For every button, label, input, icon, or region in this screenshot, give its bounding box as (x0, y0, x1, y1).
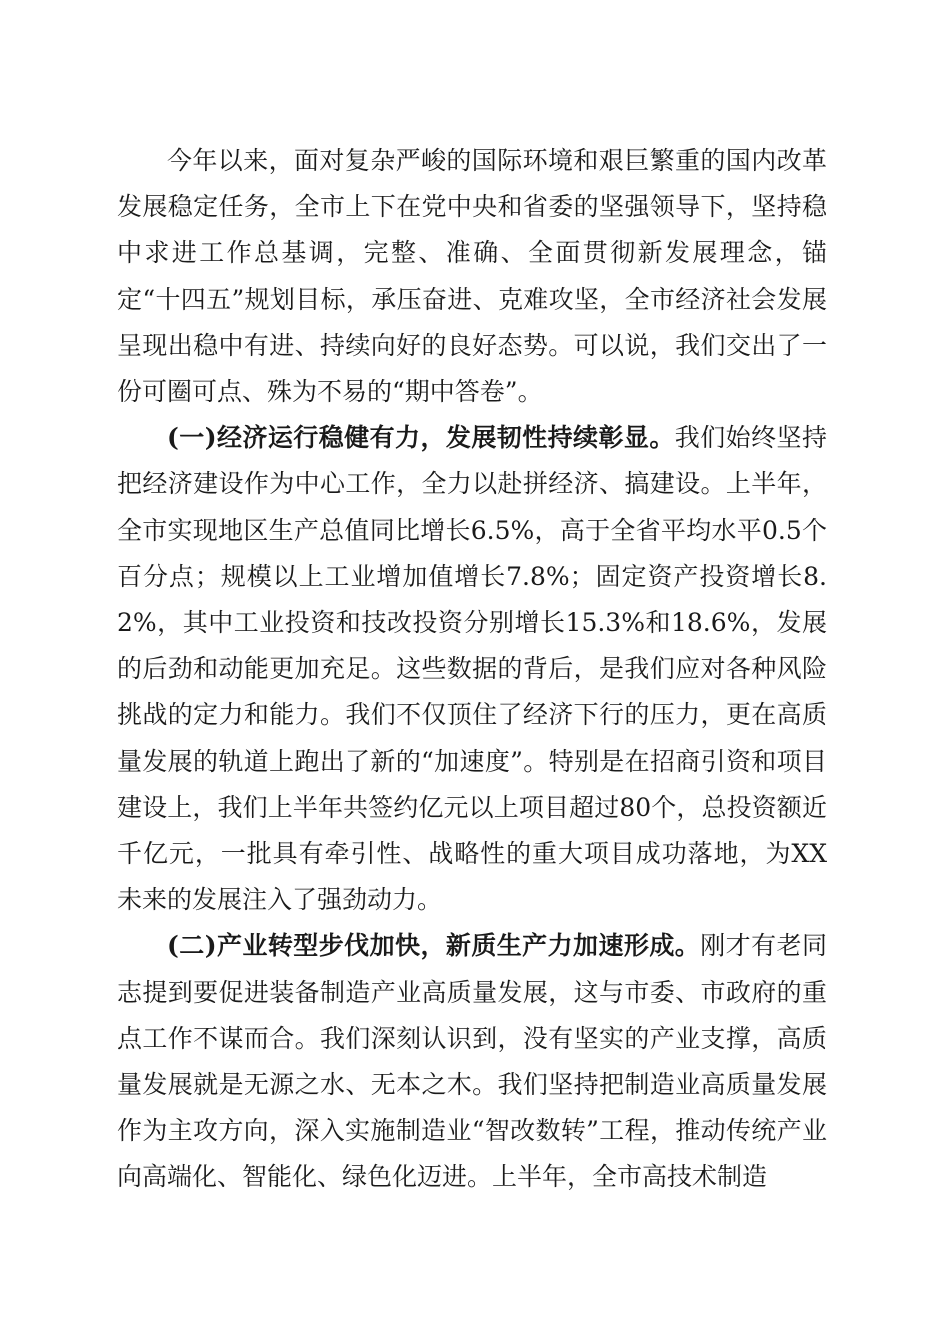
paragraph-industry-heading: (二)产业转型步伐加快，新质生产力加速形成。 (167, 931, 701, 961)
paragraph-economy (117, 415, 827, 923)
document-body (117, 138, 827, 1201)
paragraph-economy-text: 我们始终坚持把经济建设作为中心工作，全力以赴拼经济、搞建设。上半年，全市实现地区生产总值同比增长6.5%，高于全省平均水平0.5个百分点；规模以上工业增加值增长7.8%；固定资产投资增长8.2%，其中工业投资和技改投资分别增长15.3%和18.6%，发展的后劲和动能更加充足。这些数据的背后，是我们应对各种风险挑战的定力和能力。我们不仅顶住了经济下行的压力，更在高质量发展的轨道上跑出了新的“加速度”。特别是在招商引资和项目建设上，我们上半年共签约亿元以上项目超过80个，总投资额近千亿元，一批具有牵引性、战略性的重大项目成功落地，为XX未来的发展注入了强劲动力。 (117, 423, 827, 915)
paragraph-intro-text: 今年以来，面对复杂严峻的国际环境和艰巨繁重的国内改革发展稳定任务，全市上下在党中央和省委的坚强领导下，坚持稳中求进工作总基调，完整、准确、全面贯彻新发展理念，锚定“十四五”规划目标，承压奋进、克难攻坚，全市经济社会发展呈现出稳中有进、持续向好的良好态势。可以说，我们交出了一份可圈可点、殊为不易的“期中答卷”。 (117, 146, 827, 407)
paragraph-industry (117, 923, 827, 1200)
paragraph-intro (117, 138, 827, 415)
paragraph-economy-heading: (一)经济运行稳健有力，发展韧性持续彰显。 (167, 423, 675, 453)
paragraph-industry-text: 刚才有老同志提到要促进装备制造产业高质量发展，这与市委、市政府的重点工作不谋而合。我们深刻认识到，没有坚实的产业支撑，高质量发展就是无源之水、无本之木。我们坚持把制造业高质量发展作为主攻方向，深入实施制造业“智改数转”工程，推动传统产业向高端化、智能化、绿色化迈进。上半年，全市高技术制造 (117, 931, 827, 1192)
